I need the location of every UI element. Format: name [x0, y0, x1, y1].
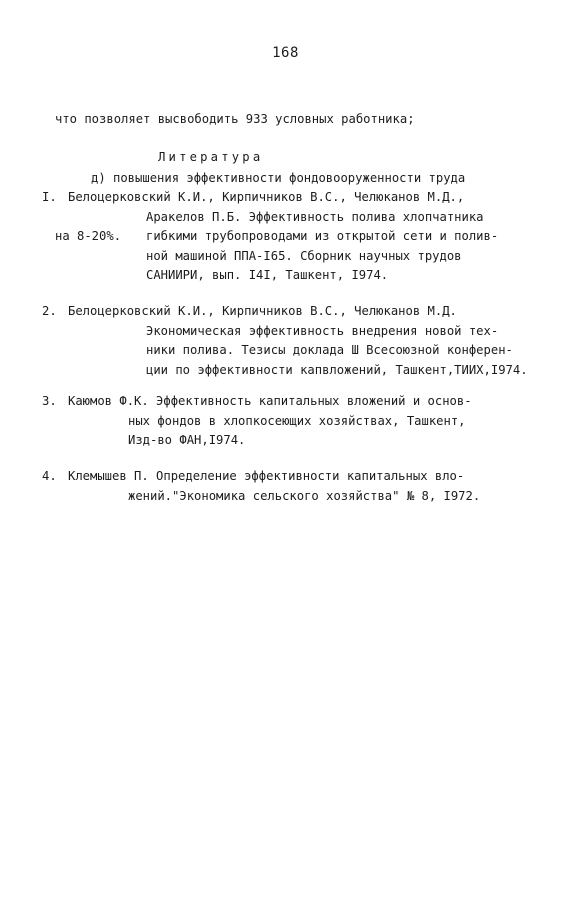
reference-line: жений."Экономика сельского хозяйства" № 8, I972. — [128, 488, 481, 503]
reference-first-line: Каюмов Ф.К. Эффективность капитальных вложений и основ- — [68, 394, 472, 408]
reference-line: ники полива. Тезисы доклада Ш Всесоюзной конферен- — [146, 343, 513, 357]
section-heading: Литература — [158, 150, 264, 164]
intro-line: на 8-20%. — [55, 229, 122, 243]
reference-first-line: Белоцерковский К.И., Кирпичников В.С., Челюканов М.Д. — [68, 304, 457, 318]
reference-number: 2. — [42, 304, 57, 318]
reference-line: Изд-во ФАН,I974. — [128, 433, 246, 447]
reference-number: 3. — [42, 394, 57, 408]
reference-line: гибкими трубопроводами из открытой сети и полив- — [146, 229, 499, 243]
reference-line: САНИИРИ, вып. I4I, Ташкент, I974. — [146, 268, 389, 282]
reference-number: I. — [42, 190, 57, 204]
reference-line: Аракелов П.Б. Эффективность полива хлопчатника — [146, 209, 484, 224]
intro-line: что позволяет высвободить 933 условных работника; — [55, 112, 415, 126]
reference-body — [68, 188, 543, 286]
reference-first-line: Белоцерковский К.И., Кирпичников В.С., Челюканов М.Д., — [68, 190, 465, 204]
page-number: 168 — [272, 45, 299, 61]
reference-first-line: Клемышев П. Определение эффективности капитальных вло- — [68, 469, 465, 483]
intro-line: д) повышения эффективности фондовооруженности труда — [91, 170, 466, 185]
reference-body — [68, 392, 543, 451]
reference-line: ции по эффективности капвложений, Ташкент,ТИИХ,I974. — [146, 362, 528, 377]
reference-body — [68, 467, 543, 506]
reference-line: ных фондов в хлопкосеющих хозяйствах, Ташкент, — [128, 413, 466, 428]
reference-line: Экономическая эффективность внедрения новой тех- — [146, 323, 499, 338]
reference-number: 4. — [42, 469, 57, 483]
reference-line: ной машиной ППА-I65. Сборник научных трудов — [146, 248, 462, 263]
reference-body — [68, 302, 543, 380]
